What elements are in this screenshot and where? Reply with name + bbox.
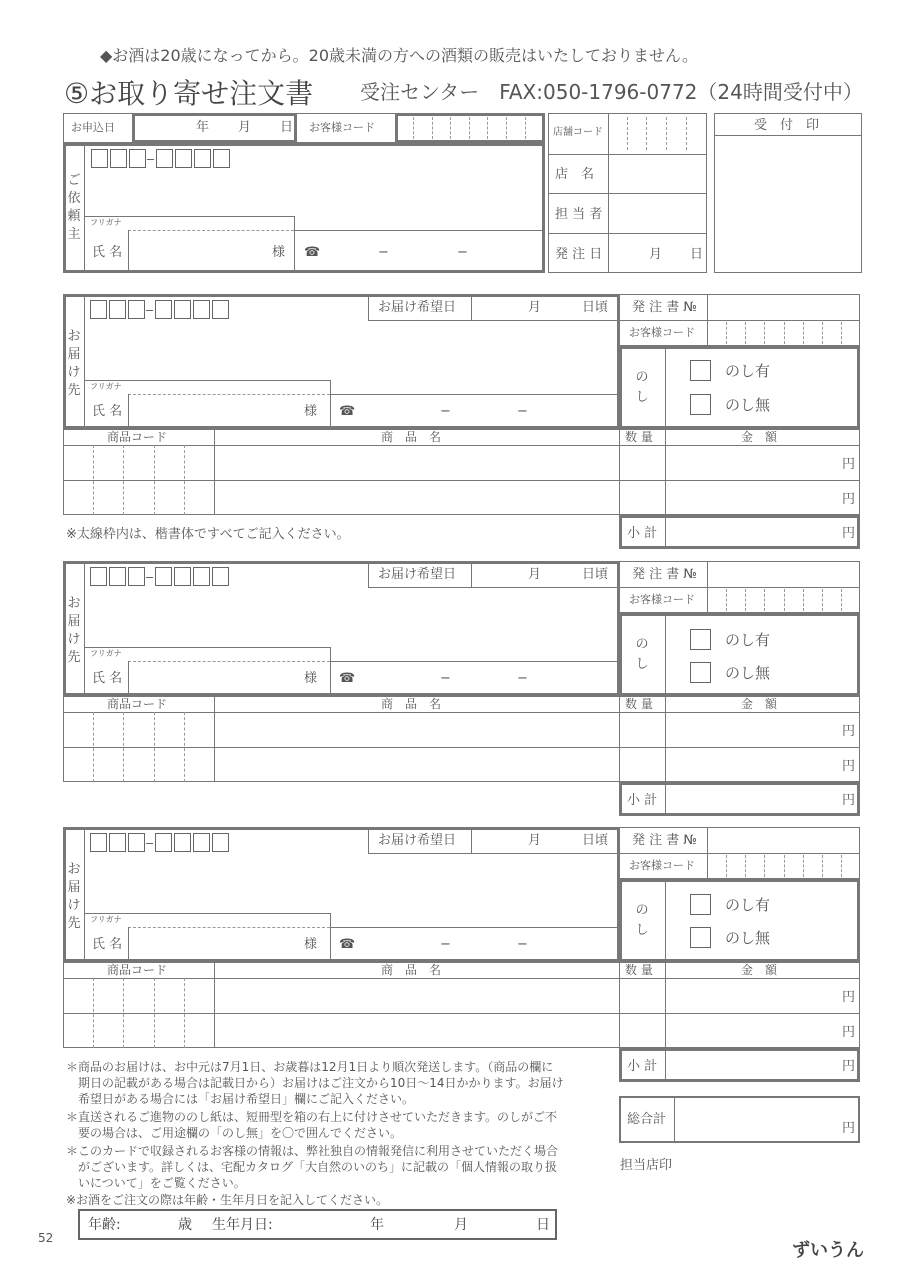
requester-name-field[interactable] (130, 232, 270, 270)
page-number: 52 (38, 1231, 54, 1245)
store-code-label: 店舗コード (553, 127, 603, 138)
note-line: がございます。詳しくは、宅配カタログ「大自然のいのち」に記載の「個人情報の取り扱 (66, 1160, 558, 1174)
staff-label: 担 当 者 (555, 207, 603, 222)
phone-icon: ☎ (339, 671, 356, 686)
phone-icon: ☎ (304, 245, 321, 260)
phone-icon: ☎ (339, 937, 356, 952)
alcohol-notice: ◆お酒は20歳になってから。20歳未満の方への酒類の販売はいたしておりません。 (100, 46, 698, 65)
ship-section-label: お届け先 (67, 329, 81, 398)
noshi-yes-checkbox[interactable] (690, 360, 711, 381)
note-line: ※お酒をご注文の際は年齢・生年月日を記入してください。 (66, 1193, 389, 1207)
received-stamp-label: 受 付 印 (754, 118, 820, 133)
note-line: ＊このカードで収録されるお客様の情報は、弊社独自の情報発信に利用させていただく場合 (66, 1144, 559, 1158)
furigana-label: フリガナ (90, 218, 122, 227)
requester-phone-field[interactable] (320, 232, 540, 270)
customer-code-field[interactable] (395, 113, 545, 143)
grand-total-label: 総合計 (627, 1112, 667, 1127)
note-line: ＊商品のお届けは、お中元は7月1日、お歳暮は12月1日より順次発送します。（商品の欄に (66, 1060, 554, 1074)
thick-border-note: ※太線枠内は、楷書体ですべてご記入ください。 (66, 527, 350, 542)
note-line: いについて」をご覧ください。 (66, 1176, 246, 1190)
noshi-yes-checkbox[interactable] (690, 629, 711, 650)
desired-date-label: お届け希望日 (378, 300, 457, 315)
noshi-no-checkbox[interactable] (690, 662, 711, 683)
name-label: 氏 名 (92, 245, 123, 260)
brand-logo: ずいうん (792, 1240, 864, 1261)
apply-date-label: お申込日 (71, 121, 115, 134)
noshi-no-checkbox[interactable] (690, 394, 711, 415)
page-title: ⑤お取り寄せ注文書 (64, 77, 314, 110)
staff-stamp-label: 担当店印 (620, 1158, 673, 1173)
order-date-label: 発 注 日 (555, 247, 603, 262)
note-line: 要の場合は、ご用途欄の「のし無」を〇で囲んでください。 (66, 1126, 403, 1140)
note-line: ＊直送されるご進物ののし紙は、短冊型を箱の右上に付けさせていただきます。のしがご不 (66, 1110, 558, 1124)
customer-code-label: お客様コード (309, 121, 375, 134)
received-stamp-box (714, 113, 862, 273)
note-line: 希望日がある場合には「お届け希望日」欄にご記入ください。 (66, 1092, 415, 1106)
order-center-fax: 受注センター FAX:050-1796-0772（24時間受付中） (360, 80, 863, 104)
store-name-label: 店 名 (555, 167, 595, 182)
age-birthdate-box[interactable] (78, 1209, 557, 1240)
phone-icon: ☎ (339, 404, 356, 419)
note-line: 期日の記載がある場合は記載日から）お届けはご注文から10日〜14日かかります。お届け (66, 1076, 564, 1090)
apply-date-field[interactable] (132, 113, 297, 143)
noshi-no-checkbox[interactable] (690, 927, 711, 948)
requester-section-label: ご依頼主 (67, 173, 81, 242)
noshi-yes-checkbox[interactable] (690, 894, 711, 915)
